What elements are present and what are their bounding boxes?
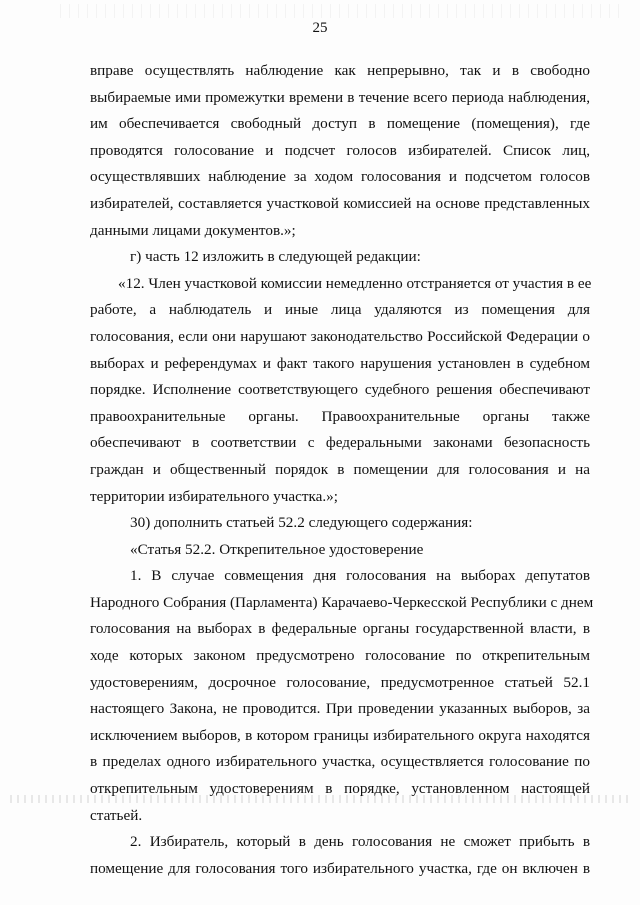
text-line: голосования на выборах в федеральные органы государственной власти, в [90,620,590,638]
text-line: порядке. Исполнение соответствующего судебного решения обеспечивают [90,381,590,399]
text-line: «12. Член участковой комиссии немедленно отстраняется от участия в ее [118,274,592,292]
text-line: 2. Избиратель, который в день голосования не сможет прибыть в [130,833,590,851]
text-line: «Статья 52.2. Открепительное удостоверение [130,540,424,558]
text-line: выборах и референдумах и факт такого нарушения установлен в судебном [90,354,590,372]
text-line: голосования, если они нарушают законодательство Российской Федерации о [90,327,590,345]
text-line: территории избирательного участка.»; [90,487,338,505]
text-line: проводятся голосование и подсчет голосов избирателей. Список лиц, [90,141,590,159]
text-line: в пределах одного избирательного участка, осуществляется голосование по [90,753,590,771]
text-line: выбираемые ими промежутки времени в течение всего периода наблюдения, [90,88,590,106]
text-line: 1. В случае совмещения дня голосования на выборах депутатов [130,567,590,585]
text-line: настоящего Закона, не проводится. При проведении указанных выборов, за [90,700,590,718]
text-line: вправе осуществлять наблюдение как непрерывно, так и в свободно [90,62,590,79]
document-body [90,58,594,882]
text-line: статьей. [90,806,143,824]
text-line: помещение для голосования того избирательного участка, где он включен в [90,859,590,877]
text-line: осуществлявших наблюдение за ходом голосования и подсчетом голосов [90,168,590,186]
text-line: работе, а наблюдатель и иные лица удаляются из помещения для [90,301,590,319]
text-line: избирателей, составляется участковой комиссией на основе представленных [90,194,590,212]
text-line: Народного Собрания (Парламента) Карачаево-Черкесской Республики с днем [90,593,594,611]
text-line: обеспечивают в соответствии с федеральными законами безопасность [90,434,590,452]
text-line: ходе которых законом предусмотрено голосование по открепительным [90,647,590,665]
text-line: 30) дополнить статьей 52.2 следующего содержания: [130,514,473,532]
page-number: 25 [312,20,328,36]
text-line: граждан и общественный порядок в помещении для голосования и на [90,460,590,478]
text-line: им обеспечивается свободный доступ в помещение (помещения), где [90,115,590,133]
scan-artifact-top [60,4,620,18]
text-line: г) часть 12 изложить в следующей редакции: [130,248,421,266]
text-line: данными лицами документов.»; [90,221,296,239]
text-line: удостоверениям, досрочное голосование, предусмотренное статьей 52.1 [90,673,590,691]
text-line: правоохранительные органы. Правоохранительные органы также [90,407,590,425]
text-line: открепительным удостоверениям в порядке, установленном настоящей [90,780,590,798]
text-line: исключением выборов, в котором границы избирательного округа находятся [90,726,590,744]
